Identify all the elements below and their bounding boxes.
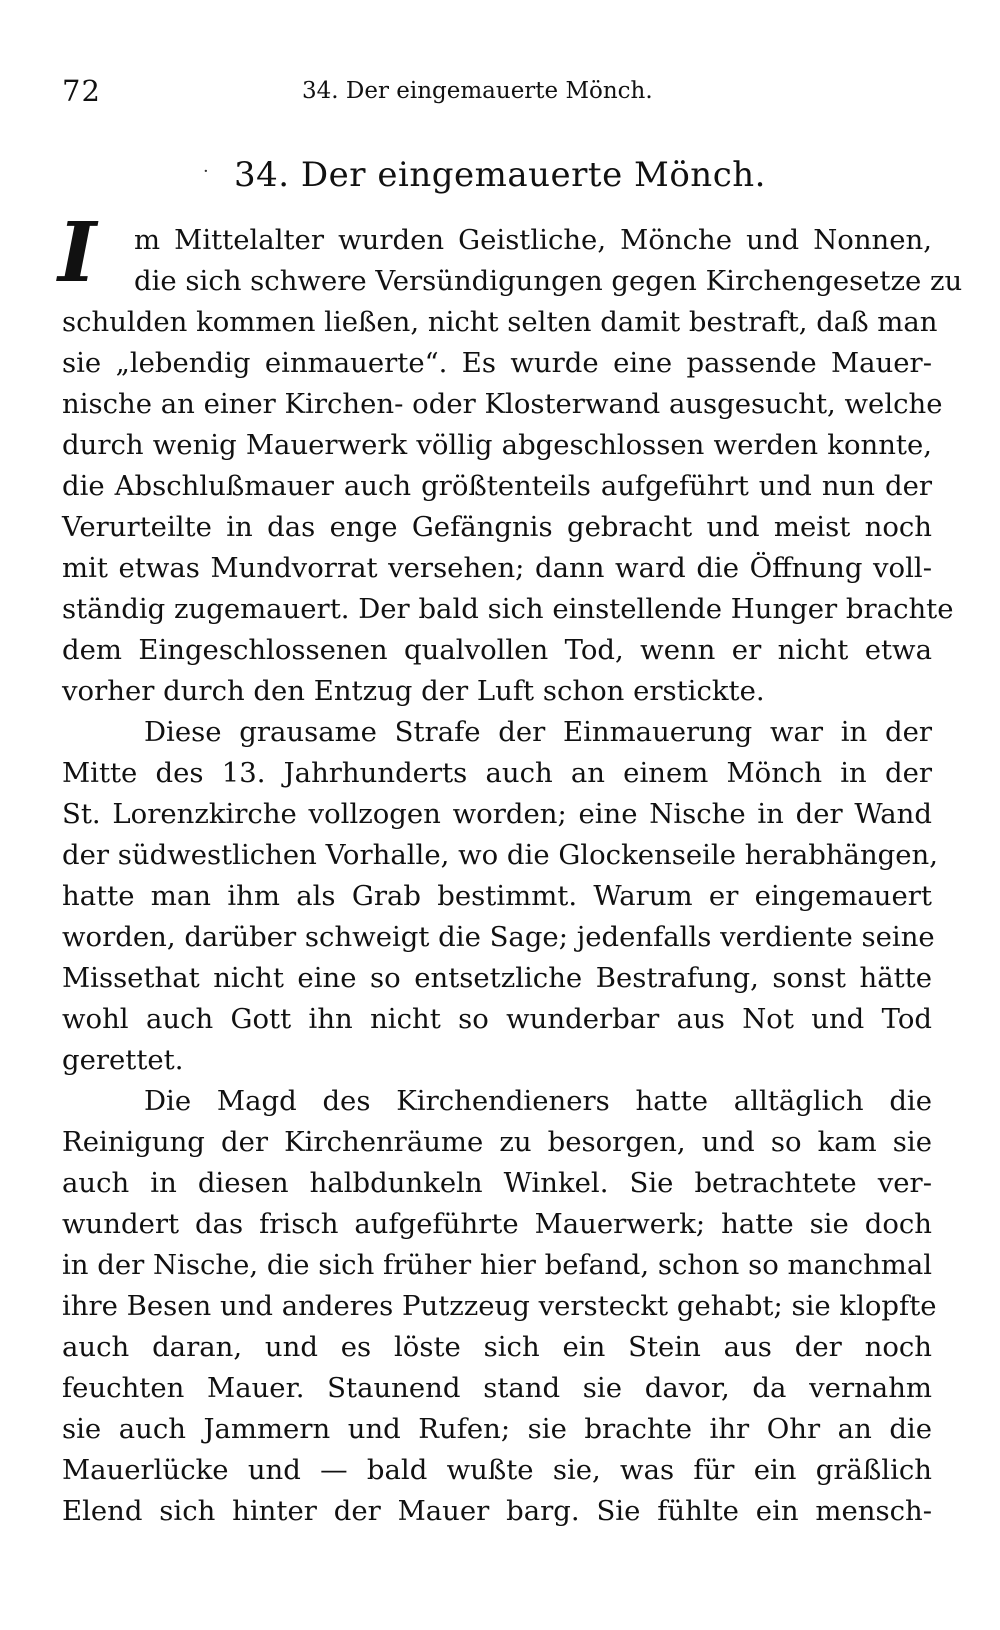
text-line: Mauerlücke und — bald wußte sie, was für ein gräßlich <box>62 1454 932 1486</box>
text-line: durch wenig Mauerwerk völlig abgeschlossen werden konnte, <box>62 429 932 461</box>
heading-ornament: · <box>203 161 210 182</box>
text-line: wundert das frisch aufgeführte Mauerwerk; hatte sie doch <box>62 1208 932 1240</box>
text-line: St. Lorenzkirche vollzogen worden; eine Nische in der Wand <box>62 798 932 830</box>
drop-cap: I <box>58 205 97 301</box>
text-line: feuchten Mauer. Staunend stand sie davor, da vernahm <box>62 1372 932 1404</box>
text-line: Mitte des 13. Jahrhunderts auch an einem Mönch in der <box>62 757 932 789</box>
text-line: dem Eingeschlossenen qualvollen Tod, wenn er nicht etwa <box>62 634 932 666</box>
text-line: Elend sich hinter der Mauer barg. Sie fühlte ein mensch- <box>62 1495 932 1527</box>
text-line: schulden kommen ließen, nicht selten damit bestraft, daß man <box>62 306 938 338</box>
text-line: Die Magd des Kirchendieners hatte alltäglich die <box>144 1085 932 1117</box>
running-title: 34. Der eingemauerte Mönch. <box>302 78 653 104</box>
text-line: sie „lebendig einmauerte“. Es wurde eine passende Mauer- <box>62 347 932 379</box>
text-line: wohl auch Gott ihn nicht so wunderbar aus Not und Tod <box>62 1003 932 1035</box>
text-line: der südwestlichen Vorhalle, wo die Glockenseile herabhängen, <box>62 839 938 871</box>
body-text <box>58 205 963 1532</box>
text-line: die sich schwere Versündigungen gegen Kirchengesetze zu <box>134 265 963 297</box>
text-line: Missethat nicht eine so entsetzliche Bestrafung, sonst hätte <box>62 962 932 994</box>
text-line: m Mittelalter wurden Geistliche, Mönche und Nonnen, <box>134 224 932 256</box>
text-line: vorher durch den Entzug der Luft schon erstickte. <box>62 675 765 707</box>
text-line: mit etwas Mundvorrat versehen; dann ward die Öffnung voll- <box>62 552 932 584</box>
text-line: ihre Besen und anderes Putzzeug versteckt gehabt; sie klopfte <box>62 1290 937 1322</box>
text-line: nische an einer Kirchen- oder Klosterwand ausgesucht, welche <box>62 388 943 420</box>
text-line: in der Nische, die sich früher hier befand, schon so manchmal <box>62 1249 933 1281</box>
text-line: sie auch Jammern und Rufen; sie brachte ihr Ohr an die <box>62 1413 932 1445</box>
text-line: Verurteilte in das enge Gefängnis gebracht und meist noch <box>62 511 932 543</box>
text-line: Diese grausame Strafe der Einmauerung war in der <box>144 716 932 748</box>
text-line: die Abschlußmauer auch größtenteils aufgeführt und nun der <box>62 470 932 502</box>
running-header <box>62 74 942 114</box>
chapter-heading <box>0 155 1000 195</box>
text-line: auch in diesen halbdunkeln Winkel. Sie betrachtete ver- <box>62 1167 932 1199</box>
text-line: Reinigung der Kirchenräume zu besorgen, und so kam sie <box>62 1126 932 1158</box>
text-line: hatte man ihm als Grab bestimmt. Warum er eingemauert <box>62 880 932 912</box>
text-line: auch daran, und es löste sich ein Stein aus der noch <box>62 1331 932 1363</box>
text-line: ständig zugemauert. Der bald sich einstellende Hunger brachte <box>62 593 954 625</box>
text-line: gerettet. <box>62 1044 184 1076</box>
text-line: worden, darüber schweigt die Sage; jedenfalls verdiente seine <box>62 921 935 953</box>
page-number: 72 <box>62 74 101 108</box>
chapter-title: 34. Der eingemauerte Mönch. <box>234 155 766 195</box>
